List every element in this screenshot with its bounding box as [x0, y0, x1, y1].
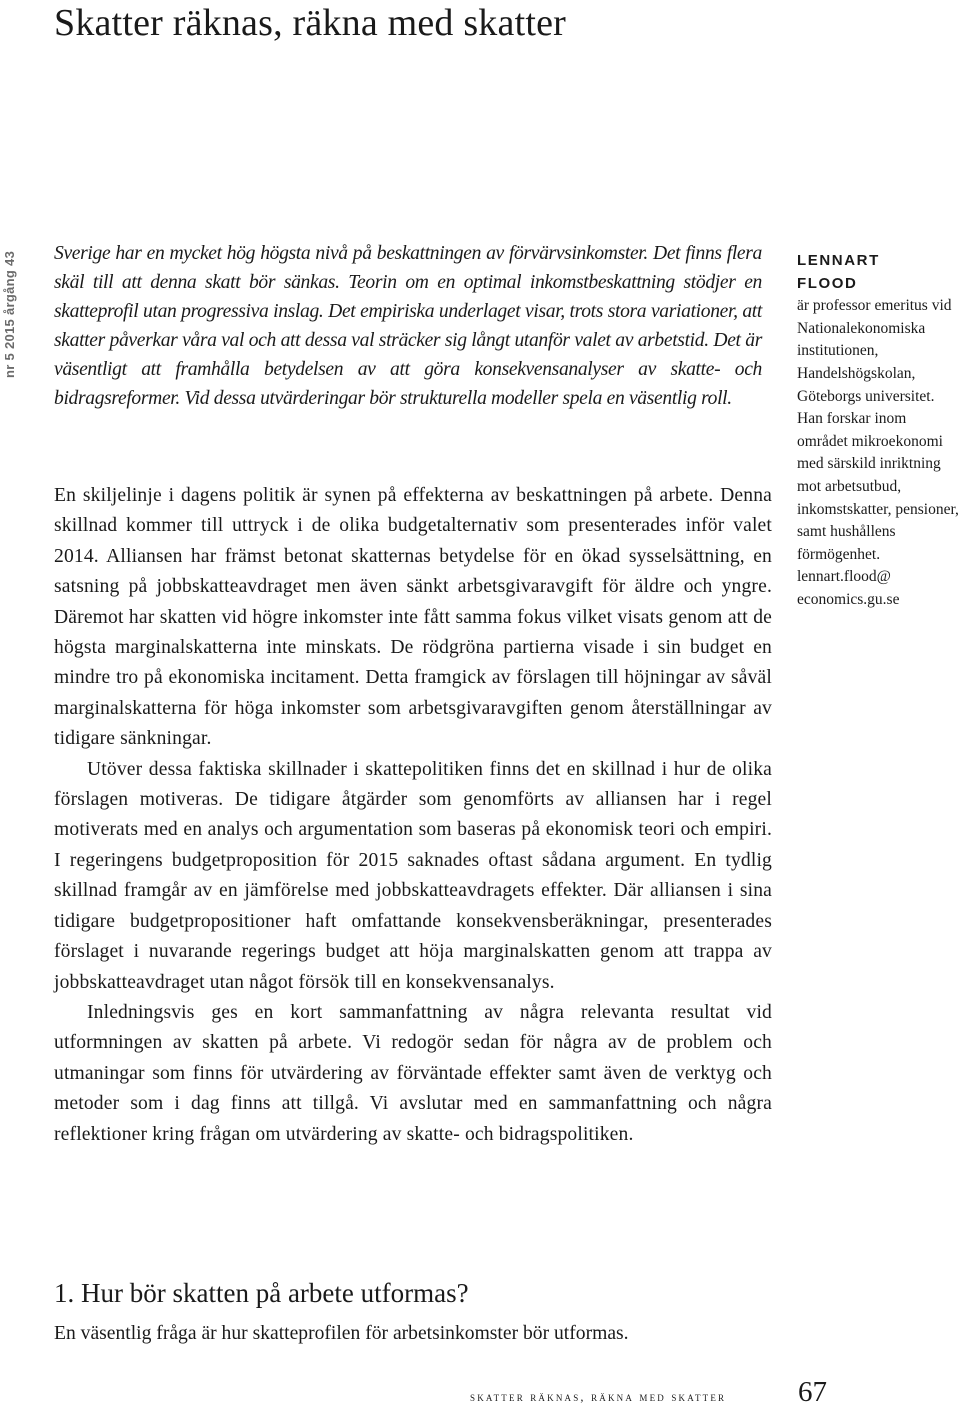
issue-label: nr 5 2015 årgång 43 [2, 250, 17, 378]
section-text: En väsentlig fråga är hur skatteprofilen för arbetsinkomster bör utformas. [54, 1323, 629, 1344]
article-body [54, 481, 772, 1150]
body-paragraph-3: Inledningsvis ges en kort sammanfattning av några relevanta resultat vid utformningen av skatten på arbete. Vi redogör sedan för några av de problem och utmaningar som finns för utvärdering av förväntade effekter samt även de verktyg och metoder som i dag finns att tillgå. Vi avslutar med en sammanfattning och några reflektioner kring frågan om utvärdering av skatte- och bidragspolitiken. [54, 1001, 772, 1145]
body-paragraph-1: En skiljelinje i dagens politik är synen på effekterna av beskattningen på arbete. Denna skillnad kommer till uttryck i de olika budgetalternativ som presenterades inför valet 2014. Alliansen har främst betonat skatternas betydelse för en ökad sysselsättning, en satsning på jobbskatteavdraget men även sänkt arbetsgivaravgift för äldre och yngre. Däremot har skatten vid högre inkomster inte fått samma fokus vilket visats genom att de högsta marginalskatterna inte minskats. De rödgröna partierna visade i sin budget en mindre tro på ekonomiska incitament. Detta framgick av förslagen till höjningar av såväl marginalskatterna för höga inkomster som arbetsgivaravgiften genom återställningar av tidigare sänkningar. [54, 485, 772, 750]
author-sidebar [797, 250, 960, 612]
section-heading: 1. Hur bör skatten på arbete utformas? [54, 1278, 469, 1308]
author-name-last: FLOOD [797, 274, 858, 292]
page-number: 67 [798, 1376, 827, 1408]
author-name-first: LENNART [797, 252, 880, 269]
article-title: Skatter räknas, räkna med skatter [54, 2, 567, 44]
running-head: skatter räknas, räkna med skatter [470, 1390, 727, 1404]
author-bio: är professor emeritus vid Nationalekonomiska institutionen, Handelshögskolan, Göteborgs universitet. Han forskar inom området mikroekonomi med särskild inriktning mot arbetsutbud, inkomstskatter, pensioner, samt hushållens förmögenhet. lennart.flood@ economics.gu.se [797, 297, 959, 608]
body-paragraph-2: Utöver dessa faktiska skillnader i skattepolitiken finns det en skillnad i hur de olika förslagen motiveras. De tidigare åtgärder som genomförts av alliansen har i regel motiverats med en analys och argumentation som baseras på ekonomisk teori och empiri. I regeringens budgetproposition för 2015 saknades oftast sådana argument. En tydlig skillnad framgår av en jämförelse med jobbskatteavdragets effekter. Där alliansen i sina tidigare budgetpropositioner haft omfattande konsekvensberäkningar, presenterades förslaget i nuvarande regerings budget att höja marginalskatten genom att trappa av jobbskatteavdraget utan något försök till en konsekvensanalys. [54, 758, 772, 993]
article-lead: Sverige har en mycket hög högsta nivå på beskattningen av förvärvsinkomster. Det finns flera skäl till att denna skatt bör sänkas. Teorin om en optimal inkomstbeskattning stödjer en skatteprofil utan progressiva inslag. Det empiriska underlaget visar, trots stora variationer, att skatter påverkar våra val och att dessa val sträcker sig långt utanför valet av arbetstid. Det är väsentligt att framhålla betydelsen av att göra konsekvensanalyser av skatte- och bidragsreformer. Vid dessa utvärderingar bör strukturella modeller spela en väsentlig roll. [54, 243, 762, 410]
